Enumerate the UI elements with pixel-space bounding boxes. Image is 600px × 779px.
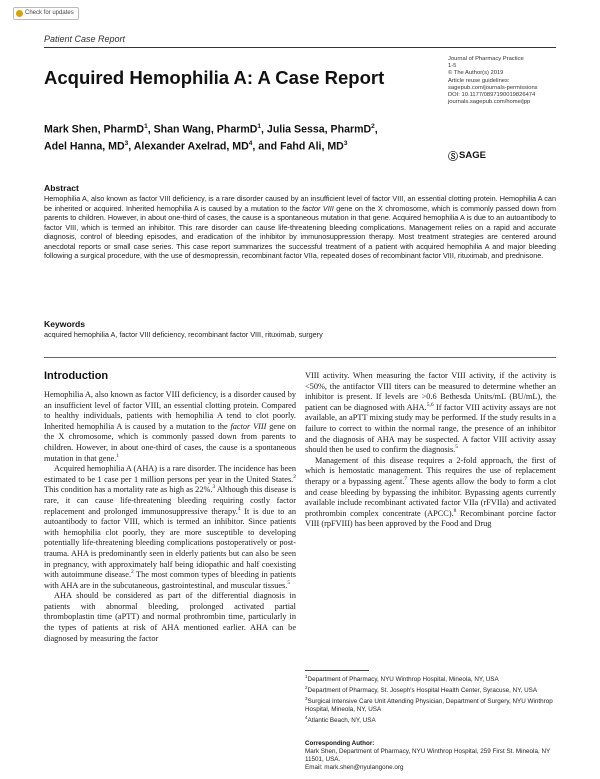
affiliations xyxy=(305,673,556,725)
journal-link[interactable]: journals.sagepub.com/home/jpp xyxy=(448,99,531,106)
citation[interactable]: 7 xyxy=(404,476,408,483)
journal-name: Journal of Pharmacy Practice xyxy=(448,56,524,62)
page-range: 1-5 xyxy=(448,63,457,70)
journal-meta xyxy=(448,56,558,106)
abstract-section xyxy=(44,183,556,261)
section-divider xyxy=(44,357,556,358)
check-for-updates-badge[interactable] xyxy=(13,7,79,20)
article-title: Acquired Hemophilia A: A Case Report xyxy=(44,67,385,88)
corresponding-author xyxy=(305,740,556,772)
keywords-section xyxy=(44,319,556,340)
citation[interactable]: 3 xyxy=(212,484,216,491)
citation[interactable]: 1 xyxy=(116,452,120,459)
copyright: © The Author(s) 2019 xyxy=(448,70,504,77)
paragraph: Acquired hemophilia A (AHA) is a rare disorder. The incidence has been estimated to be 1 case per 1 million persons per year in the United States.$^2$ This condition has a mortality rate as high as 22%.$^3$ Although this disease is rare, it can cause life-threatening bleeding requiring costly factor replacement and prolonged immunosuppressive therapy.$^4$ It is due to an autoantibody to factor VIII, which is termed an inhibitor. Since patients with hemophilia clot poorly, they are more susceptible to developing potentially life-threatening bleeding complications postoperatively or post-trauma. AHA is predominantly seen in elderly patients but can also be seen in pregnancy, with approximately half being idiopathic and half coexisting with autoimmune disease.$^2$ The most common types of bleeding in patients with AHA are in the subcutaneous, gastrointestinal, and muscular tissues.$^5$ xyxy=(44,464,296,590)
citation[interactable]: 2 xyxy=(293,473,296,480)
keywords-heading: Keywords xyxy=(44,319,86,329)
doi[interactable]: DOI: 10.1177/0897190019826474 xyxy=(448,92,536,99)
article-type-label: Patient Case Report xyxy=(44,34,126,44)
header-divider xyxy=(44,47,556,48)
footnote-divider xyxy=(305,670,369,671)
author-name: Julia Sessa, PharmD xyxy=(266,123,372,136)
publisher-logo xyxy=(448,148,486,163)
corresponding-heading: Corresponding Author: xyxy=(305,740,375,747)
author-aff: 3 xyxy=(124,140,129,148)
paragraph: AHA should be considered as part of the differential diagnosis in patients with abnormal bleeding, prolonged activated partial thromboplastin time (aPTT) and normal prothrombin time, particularly in the types of patients at risk of AHA mentioned earlier. AHA can be diagnosed by measuring the factor xyxy=(44,591,296,643)
check-for-updates-label: Check for updates xyxy=(25,10,74,16)
affiliation: $^2$Department of Pharmacy, St. Joseph's Hospital Health Center, Syracuse, NY, USA xyxy=(305,685,538,695)
author-aff: 4 xyxy=(248,140,253,148)
abstract-text: Hemophilia A, also known as factor VIII deficiency, is a rare disorder caused by an insufficient level of factor VIII, an essential clotting protein. Hemophilia A can be inherited or acquired. Inherited hemophilia A is caused by a mutation to the factor VIII gene on the X chromosome, which is commonly passed down from parents to children. However, in about one-third of cases, the cause is a spontaneous mutation in that gene. Acquired hemophilia A is due to an autoantibody to factor VIII, which is termed an inhibitor. This rare disorder can cause life-threatening bleeding complications. Management relies on a rapid and accurate diagnosis, control of bleeding episodes, and eradication of the inhibitor by immunosuppression therapy. Most treatment strategies are centered around anecdotal reports or small case series. This case report summarizes the successful treatment of a patient with acquired hemophilia A and major bleeding following a surgical procedure, with the use of desmopressin, recombinant factor VIIa, repeated doses of recombinant factor VIII, rituximab, and prednisone. xyxy=(44,194,556,260)
body-column-right xyxy=(305,371,556,530)
affiliation: $^1$Department of Pharmacy, NYU Winthrop Hospital, Mineola, NY, USA xyxy=(305,674,499,684)
publisher-name: SAGE xyxy=(459,150,486,161)
sage-logo-icon: Ⓢ xyxy=(448,152,458,163)
keywords-text: acquired hemophilia A, factor VIII deficiency, recombinant factor VIII, rituximab, surgery xyxy=(44,330,323,339)
paragraph: VIII activity. When measuring the factor VIII activity, if the activity is <50%, the antifactor VIII titers can be measured to determine whether an inhibitor is present. If levels are >0.6 Bethesda Units/mL (BU/mL), the patient can be diagnosed with AHA.$^{5,6}$ If factor VIII activity assays are not available, an aPTT mixing study may be performed. If the study results in a failure to correct to within the normal range, the presence of an inhibitor and the diagnosis of AHA may be suspected. A factor VIII activity assay should then be used to confirm the diagnosis.$^5$ xyxy=(305,371,556,455)
author-list: Mark Shen, PharmD$^1$, Shan Wang, PharmD$^1$, Julia Sessa, PharmD$^2$, Adel Hanna, $MD^3$, Alexander Axelrad, $MD^4$, and Fahd Ali, $MD^3$ xyxy=(44,123,378,153)
introduction-heading: Introduction xyxy=(44,370,109,382)
body-column-left xyxy=(44,390,296,644)
citation[interactable]: 4 xyxy=(237,505,241,512)
author-aff: 1 xyxy=(144,123,148,130)
citation[interactable]: 8 xyxy=(453,507,457,514)
author-name: Fahd Ali, MD xyxy=(280,140,344,153)
citation[interactable]: 5 xyxy=(287,579,291,586)
author-name: Shan Wang, PharmD xyxy=(153,123,258,136)
affiliation: $^4$Atlantic Beach, NY, USA xyxy=(305,714,376,724)
author-aff: 1 xyxy=(257,123,262,130)
permissions-link[interactable]: sagepub.com/journals-permissions xyxy=(448,84,538,91)
abstract-heading: Abstract xyxy=(44,183,79,193)
author-name: Alexander Axelrad, MD xyxy=(133,140,249,153)
citation[interactable]: 5 xyxy=(455,444,458,451)
author-aff: 2 xyxy=(371,123,375,130)
corresponding-email[interactable]: Email: mark.shen@nyulangone.org xyxy=(305,763,404,771)
update-icon xyxy=(16,10,23,17)
corresponding-address: Mark Shen, Department of Pharmacy, NYU Winthrop Hospital, 259 First St. Mineola, NY 11501, USA. xyxy=(305,747,551,763)
author-name: Mark Shen, PharmD xyxy=(44,123,145,136)
paragraph: Hemophilia A, also known as factor VIII deficiency, is a disorder caused by an insufficient level of factor VIII, an essential clotting protein. Compared to healthy individuals, patients with hemophilia A tend to clot poorly. Inherited hemophilia A is caused by a mutation to the factor VIII gene on the X chromosome, which is commonly passed down from parents to children. However, in about one-third of cases, the cause is a spontaneous mutation in that gene.$^1$ xyxy=(44,390,297,463)
affiliation: $^3$Surgical Intensive Care Unit Attending Physician, Department of Surgery, NYU Winthrop Hospital, Mineola, NY, USA xyxy=(305,696,553,713)
citation[interactable]: 5,6 xyxy=(426,402,434,409)
author-aff: 3 xyxy=(343,140,348,148)
paragraph: Management of this disease requires a 2-fold approach, the first of which is hemostatic management. This requires the use of replacement therapy or a bypassing agent.$^7$ These agents allow the body to form a clot and cease bleeding by bypassing the inhibitor. Bypassing agents currently available include recombinant activated factor VIIa (rFVIIa) and activated prothrombin complex concentrate (APCC).$^8$ Recombinant porcine factor VIII (rpFVIII) has been approved by the Food and Drug xyxy=(305,455,556,529)
citation[interactable]: 2 xyxy=(131,569,134,576)
reuse-guidelines: Article reuse guidelines: xyxy=(448,77,510,84)
author-name: Adel Hanna, MD xyxy=(44,140,125,153)
